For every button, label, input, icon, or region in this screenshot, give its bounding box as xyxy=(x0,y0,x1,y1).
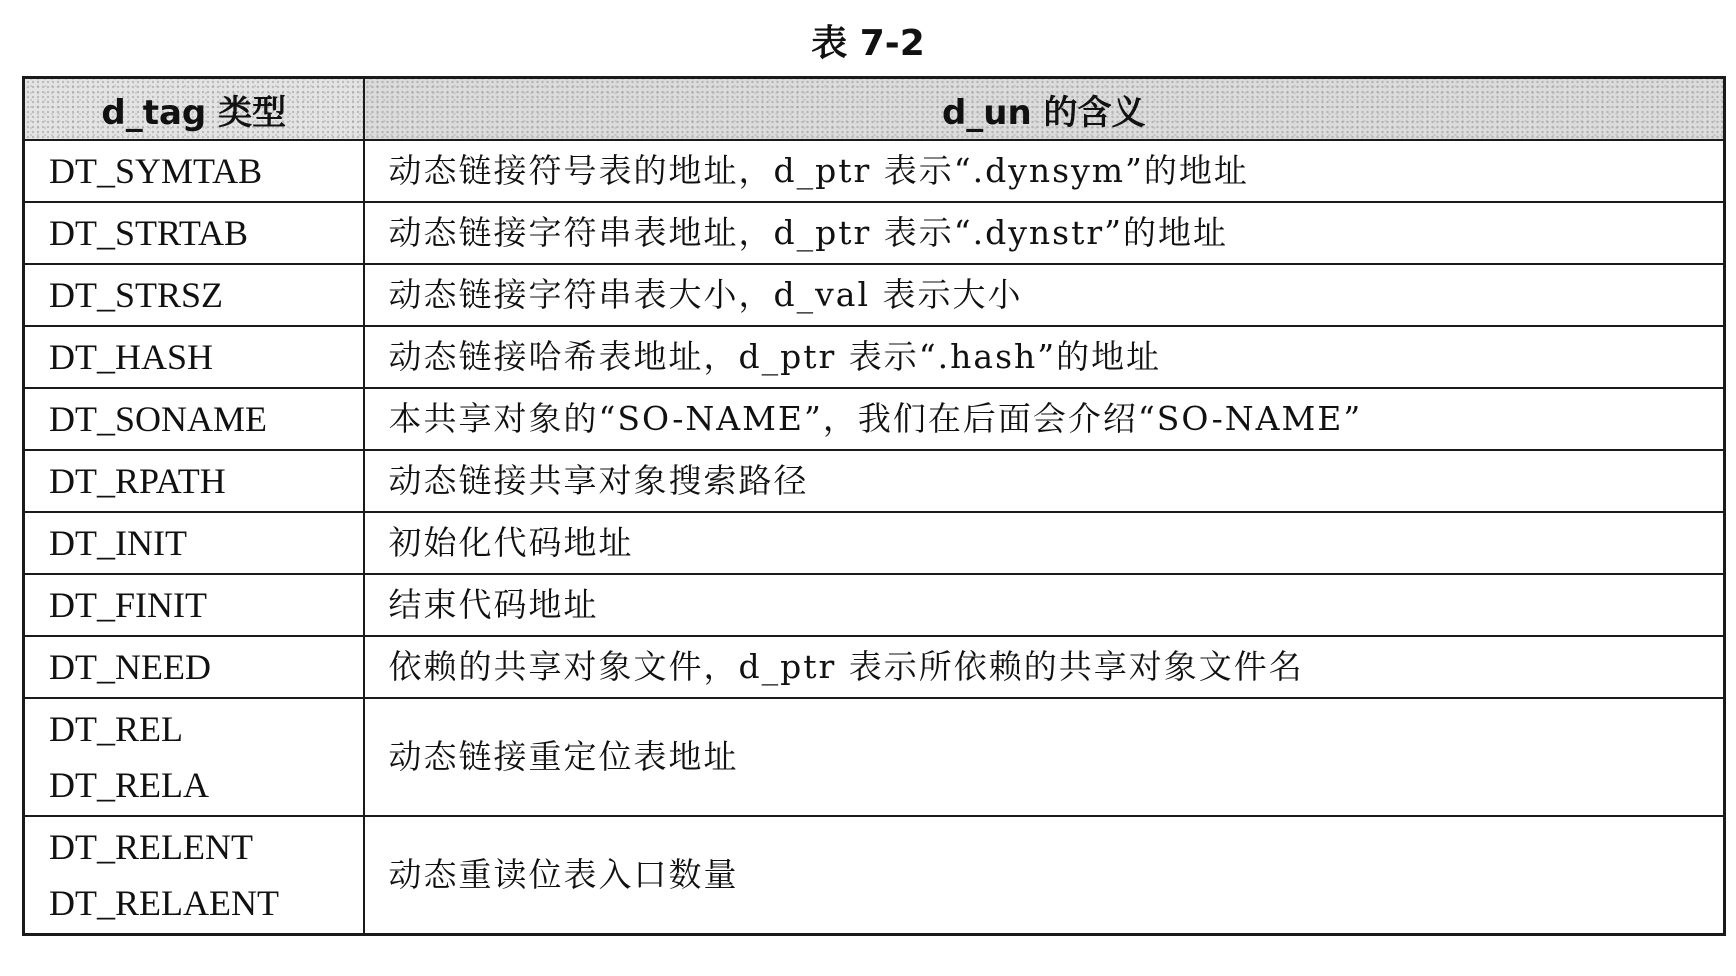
tag-line: DT_RELENT xyxy=(49,827,253,867)
tag-cell: DT_NEED xyxy=(24,636,364,698)
table-row xyxy=(24,202,1725,264)
meaning-cell: 动态重读位表入口数量 xyxy=(364,816,1725,935)
table-row xyxy=(24,264,1725,326)
table-row xyxy=(24,816,1725,935)
meaning-cell: 动态链接共享对象搜索路径 xyxy=(364,450,1725,512)
table-row xyxy=(24,450,1725,512)
table-row xyxy=(24,636,1725,698)
meaning-cell: 动态链接重定位表地址 xyxy=(364,698,1725,816)
table-row xyxy=(24,698,1725,816)
table-header-row xyxy=(24,78,1725,141)
tag-cell: DT_RPATH xyxy=(24,450,364,512)
tag-cell: DT_SONAME xyxy=(24,388,364,450)
table-caption: 表 7-2 xyxy=(811,23,925,64)
table-row xyxy=(24,326,1725,388)
tag-cell: DT_SYMTAB xyxy=(24,140,364,202)
dynamic-tag-table xyxy=(22,76,1726,936)
table-row xyxy=(24,512,1725,574)
table-row xyxy=(24,574,1725,636)
tag-cell: DT_INIT xyxy=(24,512,364,574)
tag-line: DT_RELA xyxy=(49,765,209,805)
tag-cell: DT_FINIT xyxy=(24,574,364,636)
header-d-un-meaning: d_un 的含义 xyxy=(364,78,1725,141)
meaning-cell: 动态链接字符串表地址，d_ptr 表示“.dynstr”的地址 xyxy=(364,202,1725,264)
tag-line: DT_RELAENT xyxy=(49,883,279,923)
meaning-cell: 动态链接符号表的地址，d_ptr 表示“.dynsym”的地址 xyxy=(364,140,1725,202)
tag-cell: DT_STRTAB xyxy=(24,202,364,264)
tag-cell xyxy=(24,698,364,816)
tag-line: DT_REL xyxy=(49,709,183,749)
meaning-cell: 动态链接字符串表大小，d_val 表示大小 xyxy=(364,264,1725,326)
tag-cell: DT_STRSZ xyxy=(24,264,364,326)
meaning-cell: 依赖的共享对象文件，d_ptr 表示所依赖的共享对象文件名 xyxy=(364,636,1725,698)
table-row xyxy=(24,140,1725,202)
meaning-cell: 结束代码地址 xyxy=(364,574,1725,636)
header-d-tag-type: d_tag 类型 xyxy=(24,78,364,141)
tag-cell: DT_HASH xyxy=(24,326,364,388)
tag-cell xyxy=(24,816,364,935)
meaning-cell: 初始化代码地址 xyxy=(364,512,1725,574)
meaning-cell: 动态链接哈希表地址，d_ptr 表示“.hash”的地址 xyxy=(364,326,1725,388)
meaning-cell: 本共享对象的“SO-NAME”，我们在后面会介绍“SO-NAME” xyxy=(364,388,1725,450)
table-row xyxy=(24,388,1725,450)
